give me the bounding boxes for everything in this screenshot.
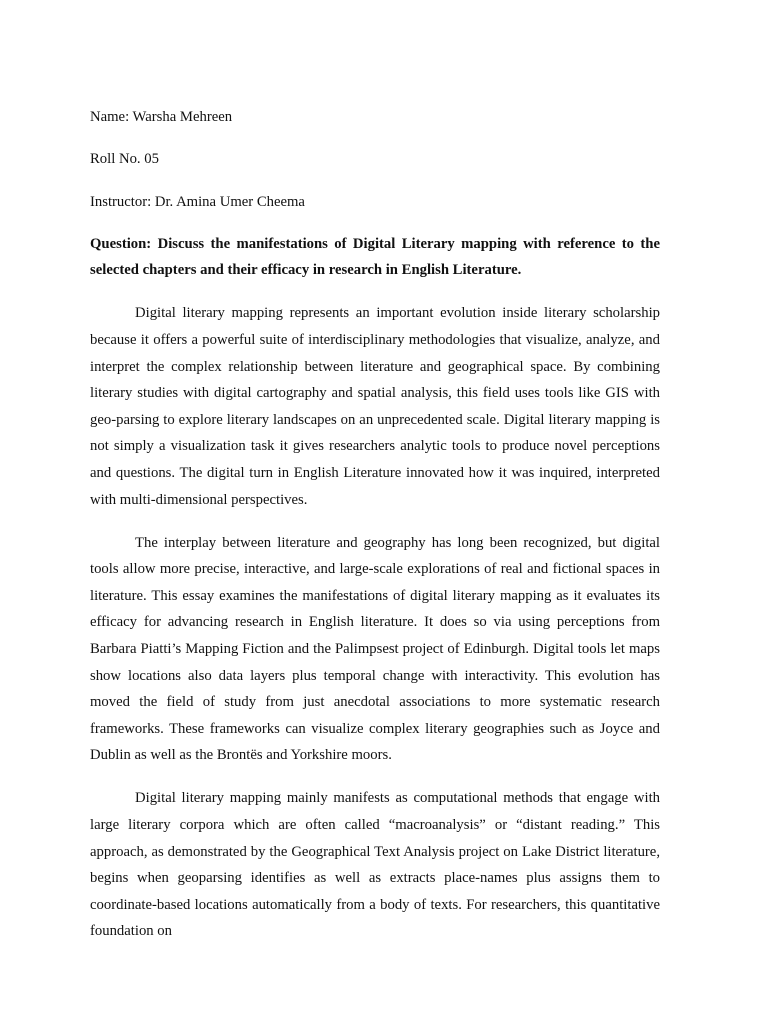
document-body [90, 104, 660, 945]
student-name: Name: Warsha Mehreen [90, 109, 233, 125]
spacer [90, 513, 660, 530]
roll-number: Roll No. 05 [90, 151, 159, 168]
spacer [90, 215, 660, 231]
spacer [90, 284, 660, 301]
body-paragraph-1: Digital literary mapping represents an important evolution inside literary scholarship because it offers a powerful suite of interdisciplinary methodologies that visualize, analyze, and interpret the complex relationship between literature and geographical space. By combining literary studies with digital cartography and spatial analysis, this field uses tools like GIS with geo-parsing to explore literary landscapes on an unprecedented scale. Digital literary mapping is not simply a visualization task it gives researchers analytic tools to produce novel perceptions and questions. The digital turn in English Literature innovated how it was inquired, interpreted with multi-dimensional perspectives. [90, 305, 660, 508]
spacer [90, 769, 660, 786]
spacer [90, 173, 660, 189]
spacer [90, 131, 660, 147]
essay-question: Question: Discuss the manifestations of Digital Literary mapping with reference to the selected chapters and their efficacy in research in English Literature. [90, 235, 660, 279]
body-paragraph-3: Digital literary mapping mainly manifests as computational methods that engage with large literary corpora which are often called “macroanalysis” or “distant reading.” This approach, as demonstrated by the Geographical Text Analysis project on Lake District literature, begins when geoparsing identifies as well as extracts place-names plus assigns them to coordinate-based locations automatically from a body of texts. For researchers, this quantitative foundation on [90, 790, 660, 940]
body-paragraph-2: The interplay between literature and geography has long been recognized, but digital tools allow more precise, interactive, and large-scale explorations of real and fictional spaces in literature. This essay examines the manifestations of digital literary mapping as it evaluates its efficacy for advancing research in English literature. It does so via using perceptions from Barbara Piatti’s Mapping Fiction and the Palimpsest project of Edinburgh. Digital tools let maps show locations also data layers plus temporal change with interactivity. This evolution has moved the field of study from just anecdotal associations to more systematic research frameworks. These frameworks can visualize complex literary geographies such as Joyce and Dublin as well as the Brontës and Yorkshire moors. [90, 534, 660, 764]
instructor-name: Instructor: Dr. Amina Umer Cheema [90, 193, 305, 210]
